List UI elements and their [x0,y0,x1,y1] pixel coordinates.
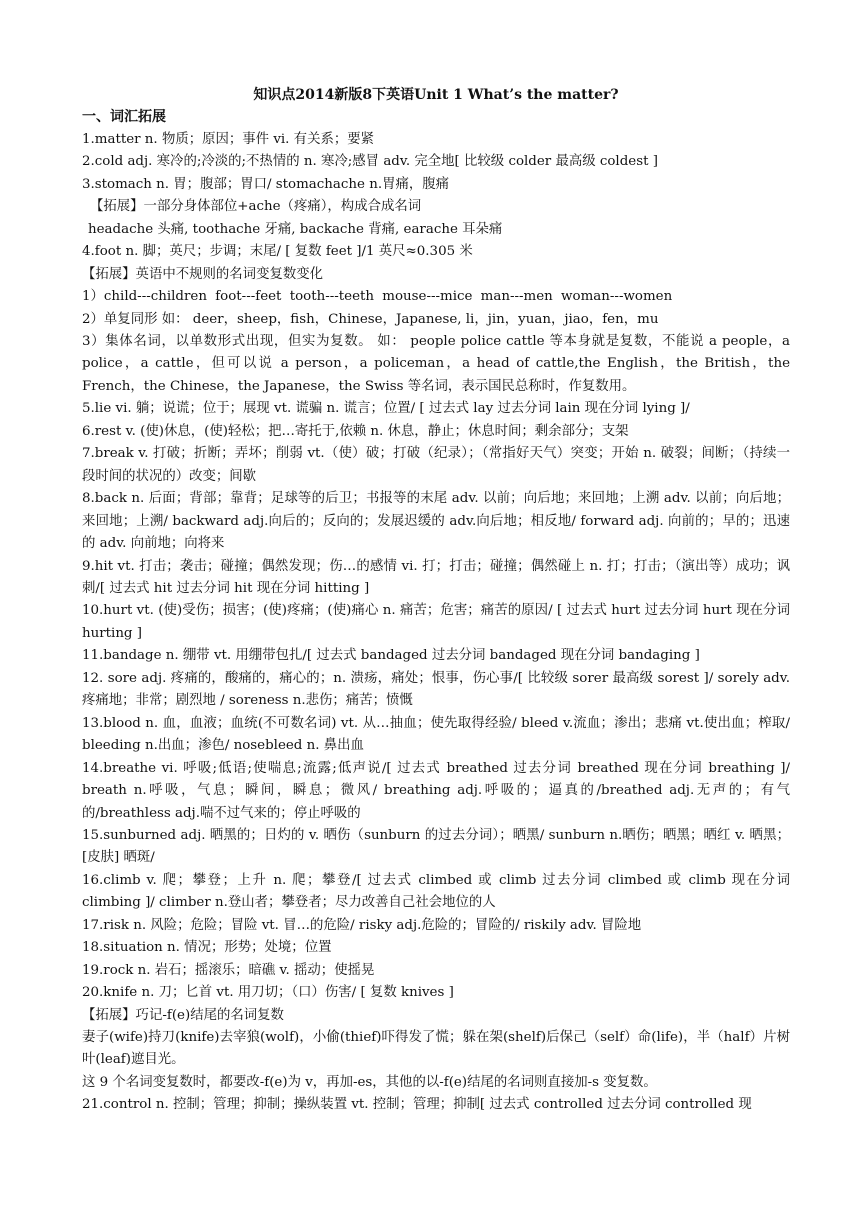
plural-rule: 3）集体名词，以单数形式出现，但实为复数。 如： people police cattle 等本身就是复数，不能说 a people，a police，a cattle，但可以说 a person，a policeman，a head of cattle,the English，the British，the French，the Chinese，the Japanese，the Swiss 等名词，表示国民总称时，作复数用。 [82,333,790,394]
entry-rock: 19.rock n. 岩石；摇滚乐；暗礁 v. 摇动；使摇晃 [82,962,375,978]
plural-rule: 2）单复同形 如： deer，sheep，fish，Chinese，Japanese, li，jin，yuan，jiao，fen，mu [82,311,659,327]
entry-sore: 12. sore adj. 疼痛的，酸痛的，痛心的；n. 溃疡，痛处；恨事，伤心事/[ 比较级 sorer 最高级 sorest ]/ sorely adv.疼痛地；非常；剧烈地 / soreness n.悲伤；痛苦；愤慨 [82,670,790,709]
section-heading: 一、词汇拓展 [82,109,166,126]
entry-hurt: 10.hurt vt. (使)受伤；损害；(使)疼痛；(使)痛心 n. 痛苦；危害；痛苦的原因/ [ 过去式 hurt 过去分词 hurt 现在分词 hurting ] [82,603,790,641]
entry-matter: 1.matter n. 物质；原因；事件 vi. 有关系；要紧 [82,131,375,147]
extension-note: 【拓展】一部分身体部位+ache（疼痛），构成合成名词 [90,199,422,215]
entry-climb: 16.climb v. 爬；攀登；上升 n. 爬；攀登/[ 过去式 climbed 或 climb 过去分词 climbed 或 climb 现在分词 climbing ]/ climber n.登山者；攀登者；尽力改善自己社会地位的人 [82,872,790,911]
mnemonic-verse: 妻子(wife)持刀(knife)去宰狼(wolf)，小偷(thief)吓得发了慌；躲在架(shelf)后保己（self）命(life)，半（half）片树叶(leaf)遮目光。 [82,1030,790,1068]
entry-break: 7.break v. 打破；折断；弄坏；削弱 vt.（使）破；打破（纪录）；（常指好天气）突变；开始 n. 破裂；间断；（持续一段时间的状况的）改变；间歇 [82,446,790,484]
entry-breathe: 14.breathe vi. 呼吸;低语;使喘息;流露;低声说/[ 过去式 breathed 过去分词 breathed 现在分词 breathing ]/ breath n.呼吸，气息；瞬间，瞬息；微风/ breathing adj.呼吸的；逼真的/breathed adj.无声的；有气的/breathless adj.喘不过气来的；停止呼吸的 [82,760,790,821]
entry-cold: 2.cold adj. 寒冷的;冷淡的;不热情的 n. 寒冷;感冒 adv. 完全地[ 比较级 colder 最高级 coldest ] [82,154,658,170]
entry-stomach: 3.stomach n. 胃；腹部；胃口/ stomachache n.胃痛，腹痛 [82,176,450,192]
entry-blood: 13.blood n. 血，血液；血统(不可数名词) vt. 从…抽血；使先取得经验/ bleed v.流血；渗出；悲痛 vt.使出血；榨取/ bleeding n.出血；渗色/ nosebleed n. 鼻出血 [82,715,790,754]
entry-sunburned: 15.sunburned adj. 晒黑的；日灼的 v. 晒伤（sunburn 的过去分词）；晒黑/ sunburn n.晒伤；晒黑；晒红 v. 晒黑；[皮肤] 晒斑/ [82,827,790,866]
document-title: 知识点2014新版8下英语Unit 1 What’s the matter? [253,87,619,103]
plural-rule: 1）child---children foot---feet tooth---teeth mouse---mice man---men woman---women [82,289,673,305]
entry-foot: 4.foot n. 脚；英尺；步调；末尾/ [ 复数 feet ]/1 英尺≈0.305 米 [82,244,473,260]
entry-back: 8.back n. 后面；背部；靠背；足球等的后卫；书报等的末尾 adv. 以前；向后地；来回地；上溯 adv. 以前；向后地；来回地；上溯/ backward adj.向后的；反向的；发展迟缓的 adv.向后地；相反地/ forward adj. 向前的；早的；迅速的 adv. 向前地；向将来 [82,491,790,552]
entry-hit: 9.hit vt. 打击；袭击；碰撞；偶然发现；伤…的感情 vi. 打；打击；碰撞；偶然碰上 n. 打；打击；（演出等）成功；讽刺/[ 过去式 hit 过去分词 hit 现在分词 hitting ] [82,558,790,596]
entry-situation: 18.situation n. 情况；形势；处境；位置 [82,940,332,956]
entry-lie: 5.lie vi. 躺；说谎；位于；展现 vt. 谎骗 n. 谎言；位置/ [ 过去式 lay 过去分词 lain 现在分词 lying ]/ [82,401,690,417]
mnemonic-rule: 这 9 个名词变复数时，都要改-f(e)为 v，再加-es，其他的以-f(e)结尾的名词则直接加-s 变复数。 [82,1074,657,1090]
entry-risk: 17.risk n. 风险；危险；冒险 vt. 冒…的危险/ risky adj.危险的；冒险的/ riskily adv. 冒险地 [82,917,642,933]
entry-knife: 20.knife n. 刀；匕首 vt. 用刀切；（口）伤害/ [ 复数 knives ] [82,985,454,1001]
entry-bandage: 11.bandage n. 绷带 vt. 用绷带包扎/[ 过去式 bandaged 过去分词 bandaged 现在分词 bandaging ] [82,648,700,664]
extension-examples: headache 头痛, toothache 牙痛, backache 背痛, earache 耳朵痛 [88,221,503,237]
entry-control: 21.control n. 控制；管理；抑制；操纵装置 vt. 控制；管理；抑制[ 过去式 controlled 过去分词 controlled 现 [82,1097,752,1113]
extension-note: 【拓展】英语中不规则的名词变复数变化 [82,266,324,282]
entry-rest: 6.rest v. (使)休息，(使)轻松；把…寄托于,依赖 n. 休息，静止；休息时间；剩余部分；支架 [82,423,629,439]
extension-note: 【拓展】巧记-f(e)结尾的名词复数 [82,1007,284,1023]
